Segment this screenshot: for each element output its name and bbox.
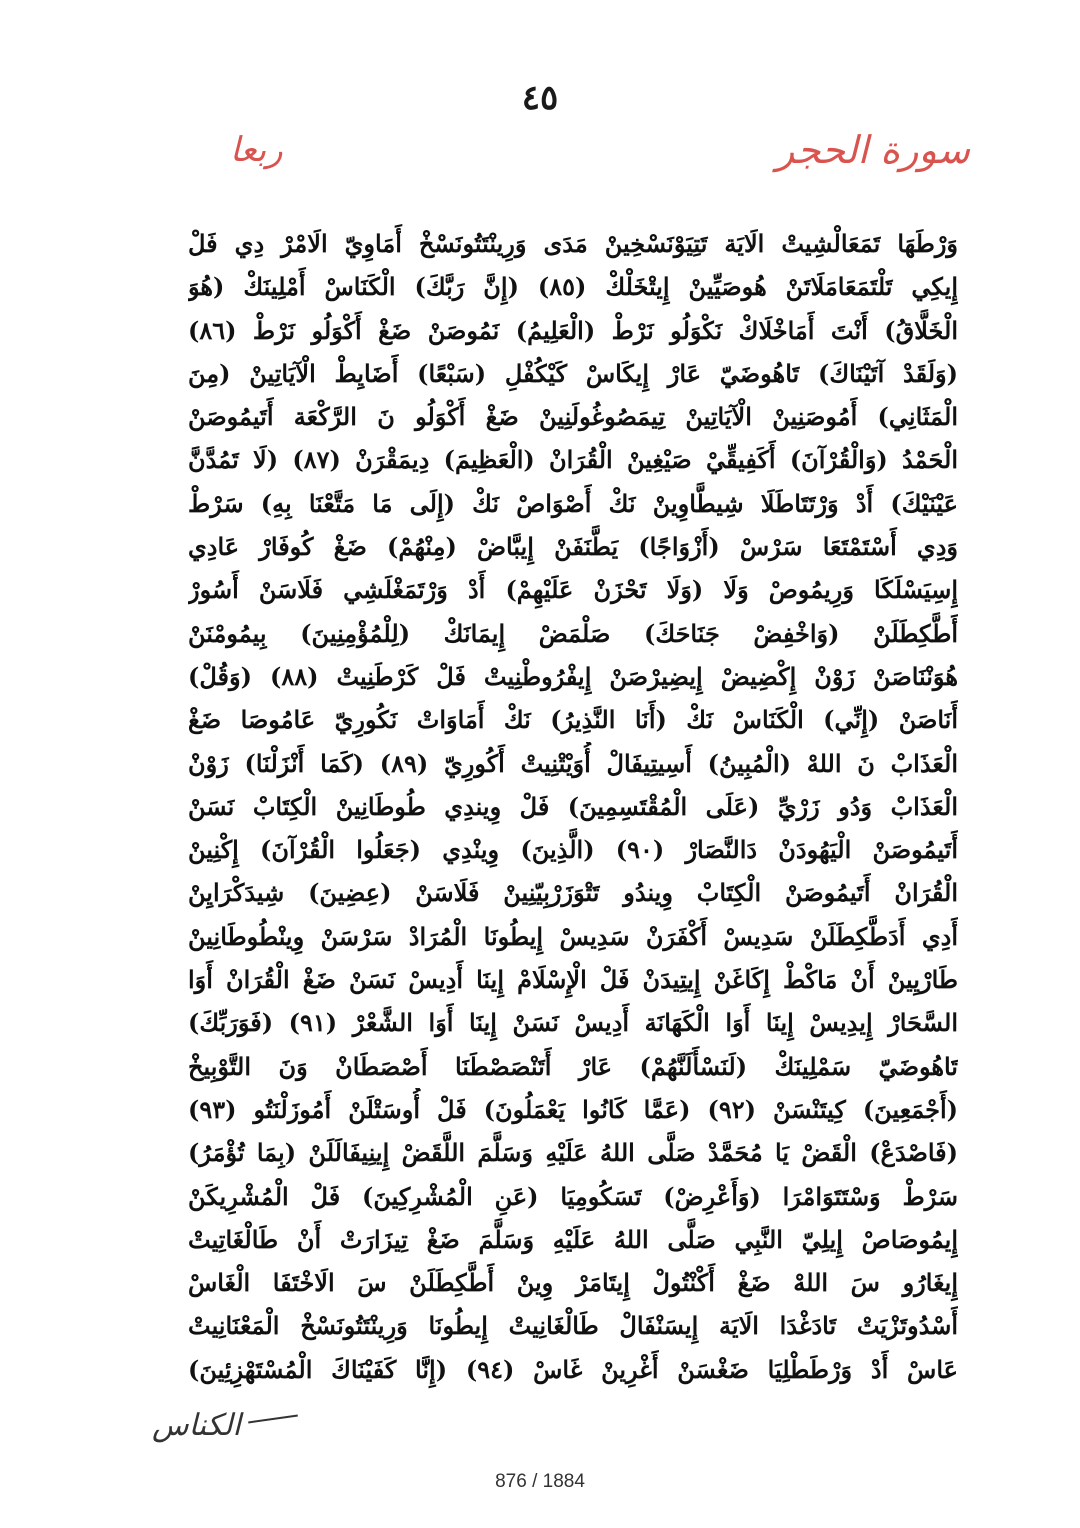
text-line: (أَجْمَعِينَ) كِيتَنْسَنْ (٩٢) (عَمَّا كَانُوا يَعْمَلُونَ) فَلْ أُوسَتْلَنْ أَمُوزَلْنَتُو (٩٣) xyxy=(188,1094,958,1124)
text-line: أَدِي أَدَطَّكِطَلَنْ سَدِيسْ أَكْفَرَنْ سَدِيسْ إِيطُونَا الْمُرَادْ سَرْسَنْ وِينْطُوطَانِينْ xyxy=(188,921,958,951)
text-line: إِيكِي تَلْتَمَعَامَلَاتَنْ هُوصَيِّينْ إِيتْخَلْكْ (٨٥) (إِنَّ رَبَّكَ) الْكَنَاسْ أَمْلِينَكْ (هُوَ xyxy=(188,272,958,302)
text-line: عَاسْ أَدْ وَرْطَطْلِيَا ضَغْسَنْ أَغْرِينْ غَاسْ (٩٤) (إِنَّا كَفَيْنَاكَ الْمُسْتَهْزِئِينَ) xyxy=(188,1354,958,1384)
text-line: سَرْطْ وَسْتَتَوَامْرَا (وَأَعْرِضْ) تَسَكُومِيَا (عَنِ الْمُشْرِكِينَ) فَلْ الْمُشْرِيكَنْ xyxy=(188,1181,958,1211)
text-line: هُوَنْنَاصَنْ زَوْنْ إِكْضِيضْ إِيضِيرْصَنْ إِيفْرُوطْنِيتْ فَلْ كَرْطَنِيتْ (٨٨) (وَقُلْ) xyxy=(188,661,958,691)
text-line: إِسِيَسْلَكَا وَرِيمُوصْ وَلَا (وَلَا تَحْزَنْ عَلَيْهِمْ) أَدْ وَرْتَمَغْلَشِي فَلَاسَنْ أَسُورْ xyxy=(188,575,958,605)
text-line: (فَاصْدَعْ) الْقَضْ يَا مُحَمَّدْ صَلَّى اللهُ عَلَيْهِ وَسَلَّمَ اللَّقَضْ إِينِيفَالَلَنْ (بِمَا تُؤْمَرُ) xyxy=(188,1138,958,1168)
text-line: أَتَيمُوصَنْ الْيَهُودَنْ دَالنَّصَارْ (٩٠) (الَّذِينَ) وِينْدِي (جَعَلُوا الْقُرْآنَ) إِكْنِينْ xyxy=(188,835,958,865)
page-number: ٤٥ xyxy=(521,78,559,118)
text-line: طَارْيِينْ أَنْ مَاكْطْ إِكَاغَنْ إِيتِيدَنْ فَلْ الْإِسْلَامْ إِينَا أَدِيسْ نَسَنْ ضَغْ الْقُرَانْ أَوَا xyxy=(188,965,958,995)
footnote-underline xyxy=(248,1415,298,1424)
text-line: الْقُرَانْ أَتَيمُوصَنْ الْكِتَابْ وِيندُو تَتْوَزَرْبِيّنِينْ فَلَاسَنْ (عِضِينَ) شِيدَكْرَايِنْ xyxy=(188,878,958,908)
page-counter: 876 / 1884 xyxy=(495,1471,585,1492)
text-line: الْحَمْدُ (وَالْقُرْآنَ) أَكَفِيقِّيْ صَيْغِينْ الْقُرَانْ (الْعَظِيمَ) دِيمَقْرَنْ (٨٧) (لَا تَمُدَّنَّ xyxy=(188,445,958,475)
text-line: الْعَذَابْ نَ اللهْ (الْمُبِينُ) أَسِيتِيفَالْ أُوَيْتْنِيتْ أَكُورِيّ (٨٩) (كَمَا أَنْزَلْنَا) زَوْنْ xyxy=(188,748,958,778)
text-line: الْخَلَّاقُ) أَنْتَ أَمَاخْلَاكْ نَكْوَلُو نَرْطْ (الْعَلِيمُ) نَمُوصَنْ ضَغْ أَكْوَلُو نَرْطْ (٨٦) xyxy=(188,315,958,345)
surah-title-handwritten: سورة الحجر xyxy=(776,128,970,172)
text-line: إِيغَارُو سَ اللهْ ضَغْ أَكْنْتُولْ إِيتَامَرْ وِينْ أَطَّكِطَلَنْ سَ الَاخْتَفَا الْغَاسْ xyxy=(188,1268,958,1298)
text-line: أَسْدُوتَزْيَتْ تَادَغْدَا الَايَة إِيسَنْفَالْ طَالْغَانِيتْ إِيطُونَا وَرِينْتَتُونَسْخْ الْمَعْنَانِيتْ xyxy=(188,1311,958,1341)
margin-reference-handwritten: ربعا xyxy=(230,130,283,170)
text-line: عَيْنَيْكَ) أَدْ وَرْتَتَاطَلَا شِيطَّاوِينْ نَكْ أَصْوَاصْ نَكْ (إِلَى مَا مَتَّعْنَا بِهِ) سَرْطْ xyxy=(188,488,958,518)
text-line: الْعَذَابْ وَدُو زَرْيِّ (عَلَى الْمُقْتَسِمِينَ) فَلْ وِيندِي طُوطَانِينْ الْكِتَابْ نَسَنْ xyxy=(188,791,958,821)
text-line: أَنَاصَنْ (إِنِّي) الْكَنَاسْ نَكْ (أَنَا النَّذِيرُ) نَكْ أَمَاوَاتْ نَكُورِيّ عَامُوصَا ضَغْ xyxy=(188,705,958,735)
text-line: إِيمُوصَاصْ إِيلِيّ النَّبِي صَلَّى اللهُ عَلَيْهِ وَسَلَّمَ ضَغْ تِيزَارَتْ أَنْ طَالْغَاتِيتْ xyxy=(188,1224,958,1254)
body-text xyxy=(188,222,958,1391)
footnote-handwritten: الكناس xyxy=(152,1408,241,1443)
text-line: وَدِي أَسْتَمْتَعَا سَرْسْ (أَزْوَاجًا) يَطَّنَفَنْ إِيبَّاضْ (مِنْهُمْ) ضَغْ كُوفَارْ عَادِي xyxy=(188,532,958,562)
text-line: أَطَّكِطَلَنْ (وَاخْفِضْ جَنَاحَكَ) صَلْمَضْ إِيمَانَكْ (لِلْمُؤْمِنِينَ) بِيمُومْنَنْ xyxy=(188,618,958,648)
text-line: وَرْطَهَا تَمَعَالْشِيتْ الَايَة تَتِيَوْنَسْخِينْ مَدَى وَرِينْتَتُونَسْخْ أَمَاوِيّ الَامْرْ دِي فَلْ xyxy=(188,229,958,258)
text-line: (وَلَقَدْ آتَيْنَاكَ) تَاهُوضَيّ عَارْ إِيكَاسْ كَيْكُفْلِ (سَبْعًا) أَضَايِطْ الْآيَاتِينْ (مِنَ xyxy=(188,358,958,388)
text-line: الْمَثَانِي) أَمُوصَنِينْ الْآيَاتِينْ تِيمَصُوغُولَنِينْ ضَغْ أَكْوَلُو نَ الرَّكْعَة أَتَيمُوصَنْ xyxy=(188,402,958,432)
text-line: السَّحَارْ إِيدِيسْ إِينَا أَوَا الْكَهَانَة أَدِيسْ نَسَنْ إِينَا أَوَا الشَّعْرْ (٩١) (فَوَرَبِّكَ) xyxy=(188,1008,958,1038)
text-line: تَاهُوضَيّ سَمْلِينَكْ (لَنَسْأَلَنَّهُمْ) عَارْ أَتَنْصَصْطَنَا أَصْصَطَانْ وَنَ التَّوْبِيخْ xyxy=(188,1051,958,1081)
